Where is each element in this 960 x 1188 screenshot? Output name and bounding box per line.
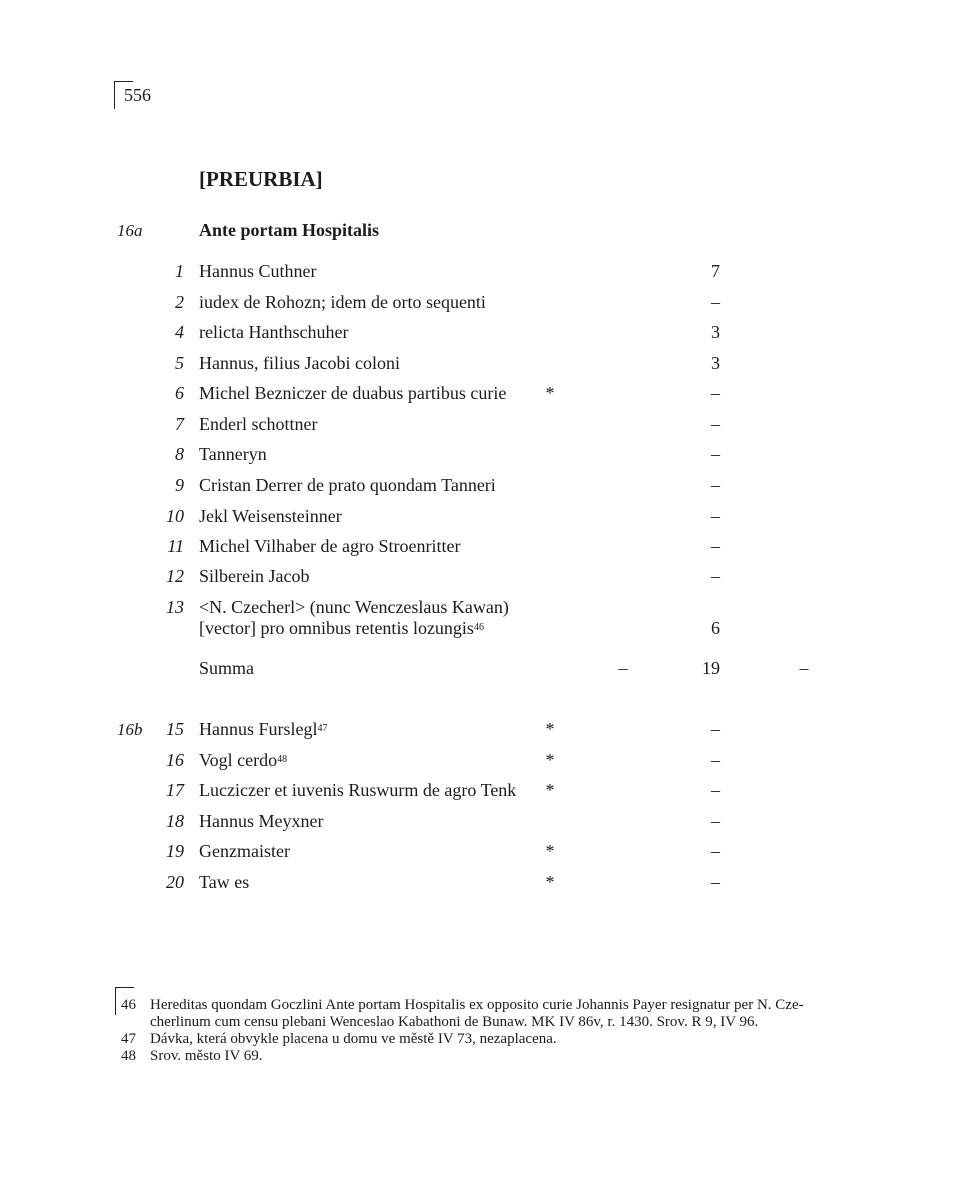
row-number: 15 [166, 719, 184, 739]
row-name [199, 872, 249, 893]
row-name: Tanneryn [199, 444, 267, 464]
footnote-number: 46 [121, 997, 136, 1013]
section-title: [PREURBIA] [199, 167, 323, 191]
row-value: 3 [711, 353, 720, 373]
row-asterisk: * [545, 872, 555, 892]
row-number: 16 [166, 750, 184, 770]
row-asterisk: * [545, 780, 555, 800]
footnote-text: Hereditas quondam Goczlini Ante portam Hospitalis ex opposito curie Johannis Payer resignatur per N. Cze-cherlinum cum censu plebani Wenceslao Kabathoni de Bunaw. MK IV 86v, r. 1430. Srov. R 9, IV 96. [150, 997, 804, 1030]
row-value: 3 [711, 322, 720, 342]
row-number: 5 [175, 353, 184, 373]
group-label-16a: 16a [117, 221, 143, 240]
summa-total: 19 [702, 658, 720, 678]
row-value: – [711, 750, 720, 770]
row-name [199, 811, 323, 832]
row-asterisk: * [545, 750, 555, 770]
row-value: – [711, 292, 720, 312]
row-number: 18 [166, 811, 184, 831]
row-name: Hannus, filius Jacobi coloni [199, 353, 400, 373]
row-number: 10 [166, 506, 184, 526]
footnote-ref-46: 46 [473, 622, 484, 633]
subtitle-ante-portam: Ante portam Hospitalis [199, 220, 379, 240]
row-name: Michel Bezniczer de duabus partibus curie [199, 383, 507, 403]
row-name: Enderl schottner [199, 414, 318, 434]
row-number: 13 [166, 597, 184, 617]
row-value: – [711, 536, 720, 556]
row-name-text: Vogl cerdo [199, 750, 278, 770]
footnotes [0, 997, 960, 1065]
page-number: 556 [124, 85, 151, 105]
row-name [199, 841, 290, 862]
footnote-46 [0, 997, 960, 1031]
row-name-line2-text: [vector] pro omnibus retentis lozungis [199, 618, 474, 638]
row-number: 19 [166, 841, 184, 861]
row-number: 1 [175, 261, 184, 281]
footnote-ref: 48 [277, 754, 288, 765]
row-value: – [711, 506, 720, 526]
row-name: iudex de Rohozn; idem de orto sequenti [199, 292, 486, 312]
row-value: 7 [711, 261, 720, 281]
row-asterisk: * [545, 719, 555, 739]
row-name [199, 780, 516, 801]
row-number: 17 [166, 780, 184, 800]
row-value: – [711, 811, 720, 831]
row-name: relicta Hanthschuher [199, 322, 349, 342]
row-number: 9 [175, 475, 184, 495]
row-value: – [711, 872, 720, 892]
row-number: 6 [175, 383, 184, 403]
footnote-number: 47 [121, 1031, 136, 1047]
group-label-16b: 16b [117, 720, 143, 739]
row-name-text: Hannus Furslegl [199, 719, 318, 739]
row-name: Hannus Cuthner [199, 261, 317, 281]
summa-col3: – [799, 658, 809, 678]
row-value: – [711, 475, 720, 495]
row-name: Silberein Jacob [199, 566, 310, 586]
footnote-text: Srov. město IV 69. [150, 1048, 263, 1064]
row-number: 11 [167, 536, 184, 556]
row-value: – [711, 780, 720, 800]
row-value: – [711, 719, 720, 739]
row-name-text: Hannus Meyxner [199, 811, 324, 831]
row-name: Jekl Weisensteinner [199, 506, 342, 526]
row-value: – [711, 414, 720, 434]
row-name-line1: <N. Czecherl> (nunc Wenczeslaus Kawan) [199, 597, 509, 617]
row-name-text: Lucziczer et iuvenis Ruswurm de agro Tenk [199, 780, 517, 800]
row-number: 7 [175, 414, 184, 434]
summa-label: Summa [199, 658, 255, 678]
row-name-line2 [199, 618, 484, 639]
row-number: 4 [175, 322, 184, 342]
row-name: Cristan Derrer de prato quondam Tanneri [199, 475, 496, 495]
row-number: 12 [166, 566, 184, 586]
row-asterisk: * [545, 383, 555, 403]
row-name [199, 719, 328, 740]
footnote-number: 48 [121, 1048, 136, 1064]
row-number: 2 [175, 292, 184, 312]
row-number: 20 [166, 872, 184, 892]
summa-col1: – [618, 658, 628, 678]
row-value: – [711, 566, 720, 586]
footnote-47 [0, 1031, 960, 1048]
row-asterisk: * [545, 841, 555, 861]
row-value: – [711, 841, 720, 861]
row-value: – [711, 383, 720, 403]
row-number: 8 [175, 444, 184, 464]
row-value: – [711, 444, 720, 464]
row-name-text: Genzmaister [199, 841, 290, 861]
footnote-ref: 47 [317, 723, 328, 734]
footnote-48 [0, 1048, 960, 1065]
row-name-text: Taw es [199, 872, 250, 892]
row-name: Michel Vilhaber de agro Stroenritter [199, 536, 461, 556]
row-value: 6 [711, 618, 720, 638]
row-name [199, 750, 287, 771]
footnote-text: Dávka, která obvykle placena u domu ve městě IV 73, nezaplacena. [150, 1031, 557, 1047]
